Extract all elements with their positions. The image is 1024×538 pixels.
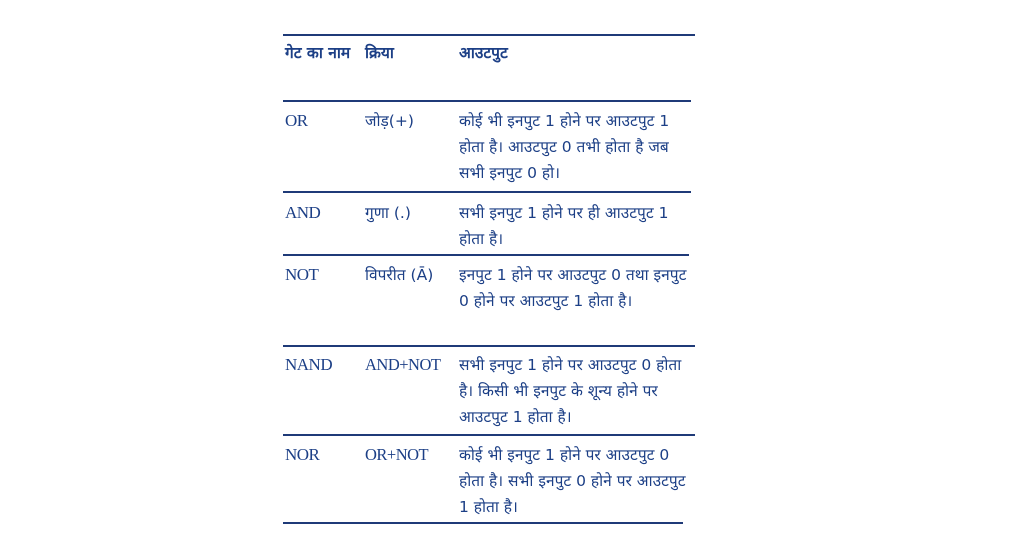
header-output: आउटपुट <box>459 44 508 62</box>
table-top-rule <box>283 34 695 36</box>
gate-output-description: कोई भी इनपुट 1 होने पर आउटपुट 1 होता है। आउटपुट 0 तभी होता है जब सभी इनपुट 0 हो। <box>459 112 670 182</box>
header-bottom-rule <box>283 100 691 102</box>
row-divider <box>283 254 689 256</box>
header-gate-name: गेट का नाम <box>285 44 351 62</box>
gate-name: NOT <box>285 265 319 284</box>
header-operation: क्रिया <box>365 44 394 62</box>
table-bottom-rule <box>283 522 683 524</box>
row-divider <box>283 434 695 436</box>
gate-operation: जोड़(+) <box>365 112 414 130</box>
gate-name: AND <box>285 203 321 222</box>
gate-operation: विपरीत (Ā) <box>365 266 434 284</box>
gate-output-description: सभी इनपुट 1 होने पर आउटपुट 0 होता है। किसी भी इनपुट के शून्य होने पर आउटपुट 1 होता है। <box>459 356 682 426</box>
gate-name: OR <box>285 111 308 130</box>
row-divider <box>283 345 695 347</box>
gate-operation: AND+NOT <box>365 355 441 374</box>
logic-gates-table <box>283 34 695 524</box>
gate-name: NOR <box>285 445 320 464</box>
gate-output-description: कोई भी इनपुट 1 होने पर आउटपुट 0 होता है। सभी इनपुट 0 होने पर आउटपुट 1 होता है। <box>459 446 686 516</box>
gate-output-description: सभी इनपुट 1 होने पर ही आउटपुट 1 होता है। <box>459 204 669 248</box>
gate-operation: गुणा (.) <box>365 204 411 222</box>
row-divider <box>283 191 691 193</box>
gate-output-description: इनपुट 1 होने पर आउटपुट 0 तथा इनपुट 0 होने पर आउटपुट 1 होता है। <box>459 266 687 310</box>
gate-name: NAND <box>285 355 333 374</box>
gate-operation: OR+NOT <box>365 445 429 464</box>
